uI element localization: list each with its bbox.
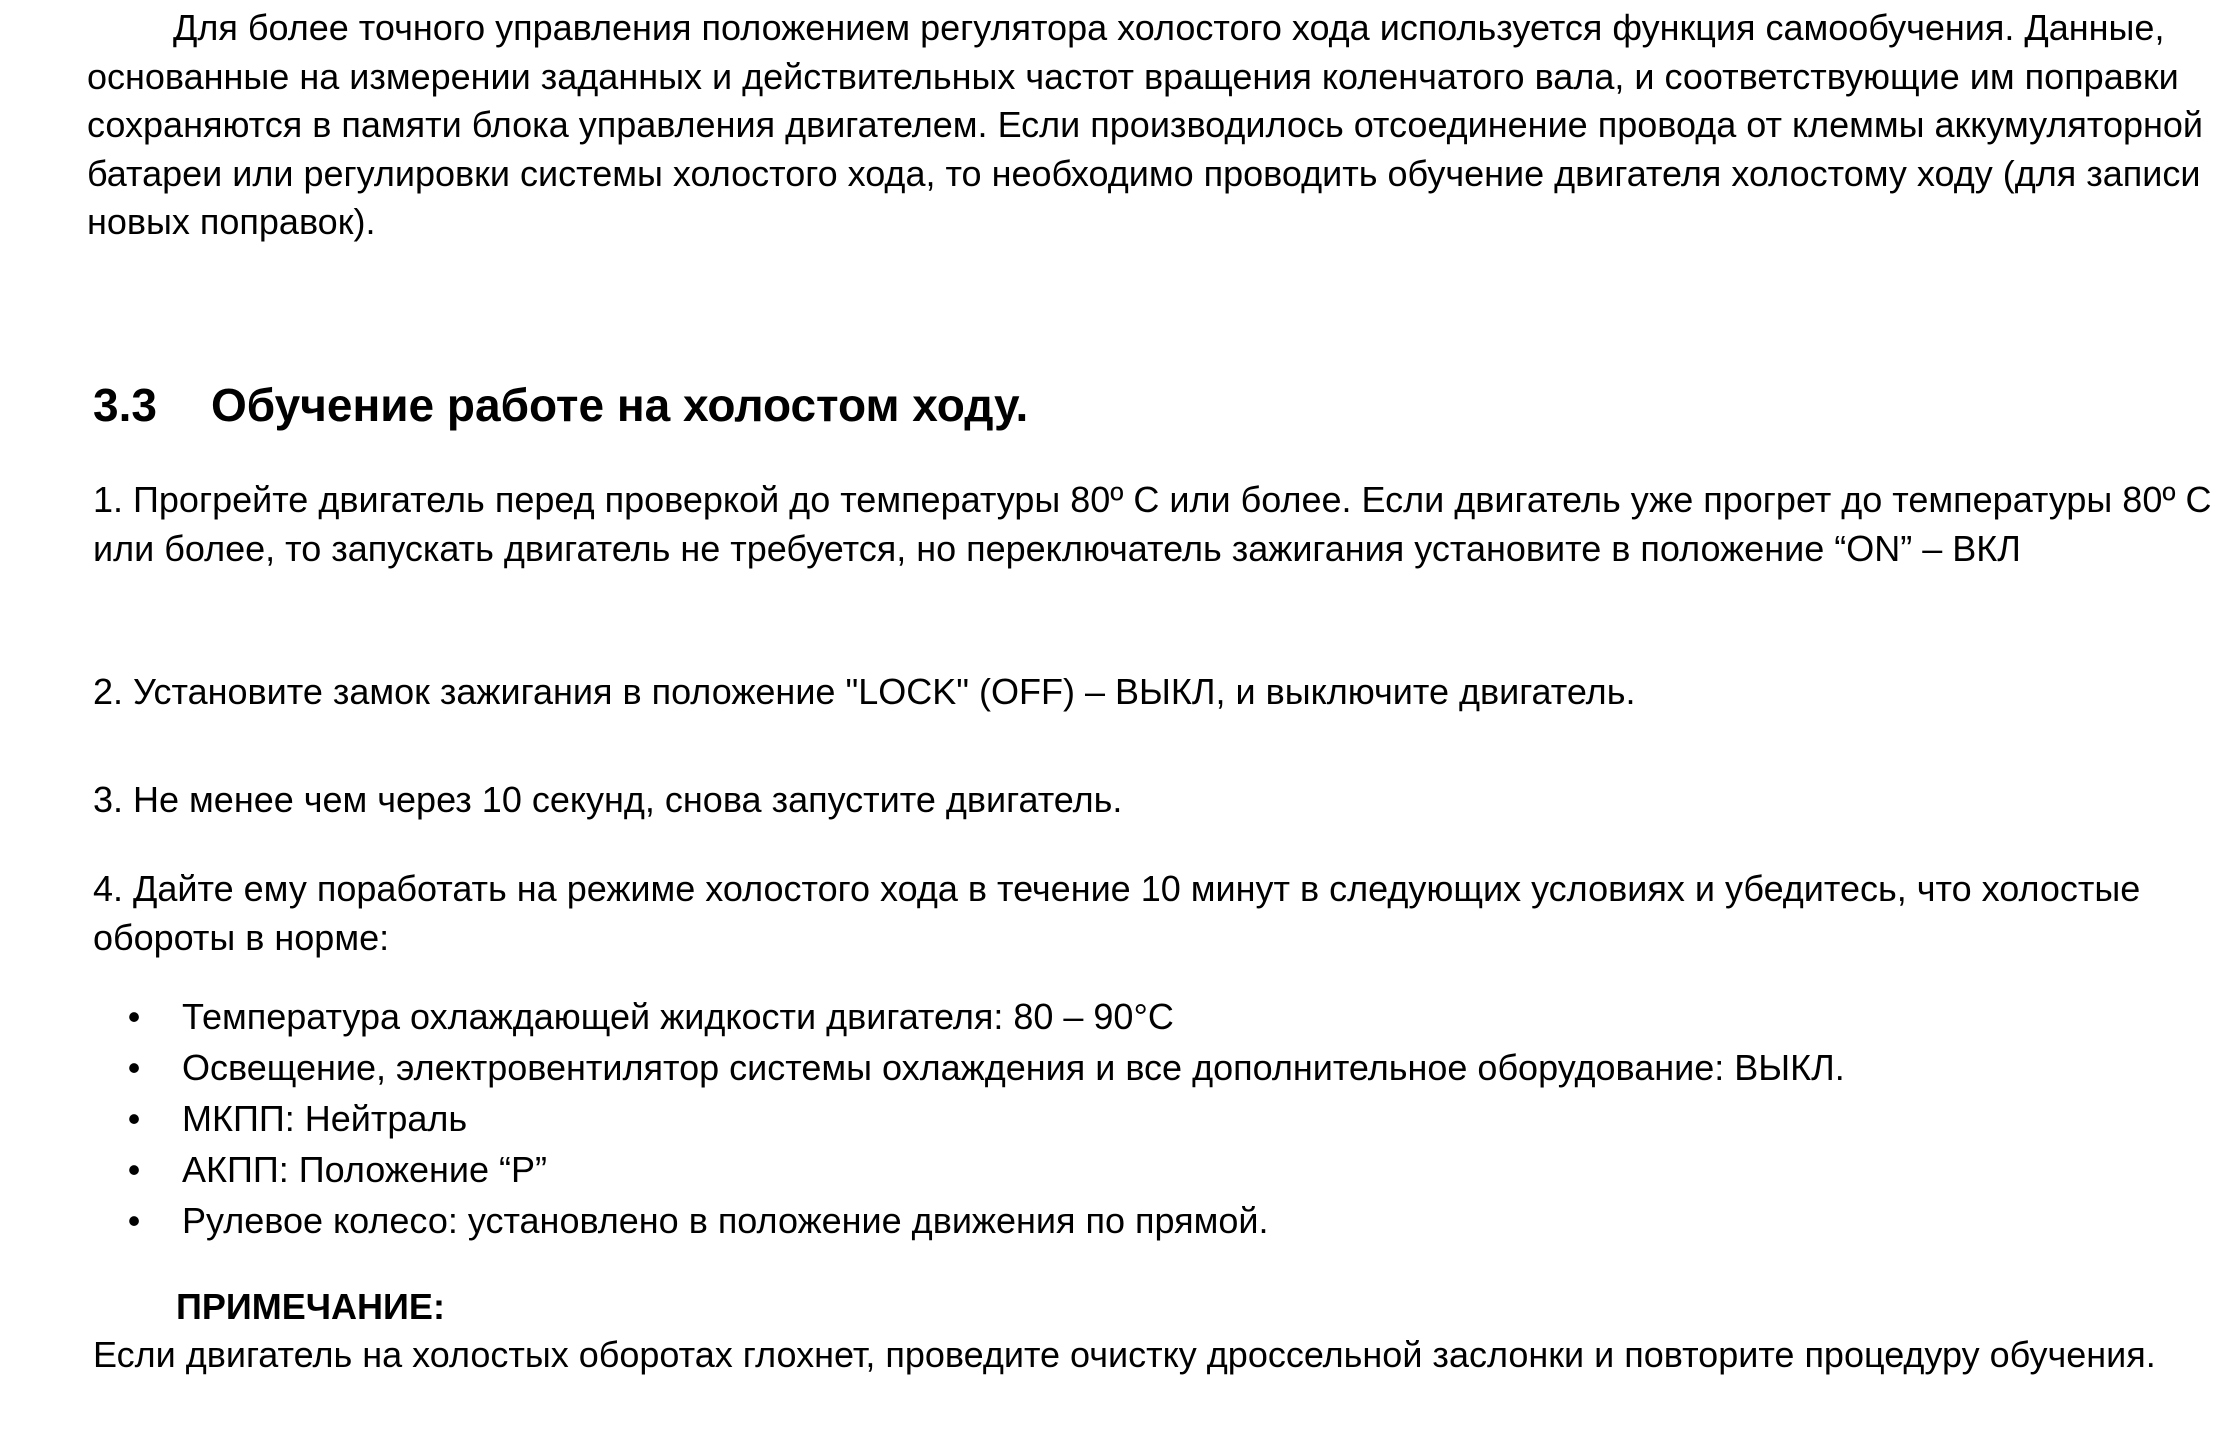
condition-accessories-off: Освещение, электровентилятор системы охлаждения и все дополнительное оборудование: ВЫКЛ.: [182, 1047, 1845, 1088]
step-4: 4. Дайте ему поработать на режиме холостого хода в течение 10 минут в следующих условиях и убедитесь, что холостые обороты в норме:: [93, 868, 2141, 958]
conditions-list: [120, 991, 2220, 1246]
section-number: 3.3: [93, 379, 157, 431]
list-item: [120, 1144, 2220, 1195]
condition-coolant-temp: Температура охлаждающей жидкости двигателя: 80 – 90°С: [182, 996, 1174, 1037]
step-2: 2. Установите замок зажигания в положение "LOCK" (OFF) – ВЫКЛ, и выключите двигатель.: [93, 671, 1636, 712]
bullet-icon: •: [127, 996, 141, 1037]
condition-steering-wheel: Рулевое колесо: установлено в положение движения по прямой.: [182, 1200, 1269, 1241]
list-item: [120, 1195, 2220, 1246]
bullet-icon: •: [127, 1047, 141, 1088]
bullet-icon: •: [127, 1149, 141, 1190]
note-text: Если двигатель на холостых оборотах глохнет, проведите очистку дроссельной заслонки и повторите процедуру обучения.: [93, 1334, 2156, 1375]
step-3: 3. Не менее чем через 10 секунд, снова запустите двигатель.: [93, 779, 1123, 820]
bullet-icon: •: [127, 1200, 141, 1241]
note-title: ПРИМЕЧАНИЕ:: [176, 1286, 445, 1327]
section-title: Обучение работе на холостом ходу.: [211, 379, 1029, 431]
list-item: [120, 1093, 2220, 1144]
step-1: 1. Прогрейте двигатель перед проверкой до температуры 80º С или более. Если двигатель уже прогрет до температуры 80º С или более, то запускать двигатель не требуется, но переключатель зажигания установите в положение “ON” – ВКЛ: [93, 479, 2212, 569]
list-item: [120, 1042, 2220, 1093]
bullet-icon: •: [127, 1098, 141, 1139]
condition-manual-transmission: МКПП: Нейтраль: [182, 1098, 468, 1139]
intro-paragraph: Для более точного управления положением регулятора холостого хода используется функция самообучения. Данные, основанные на измерении заданных и действительных частот вращения коленчатого вала, и соответствующие им поправки сохраняются в памяти блока управления двигателем. Если производилось отсоединение провода от клеммы аккумуляторной батареи или регулировки системы холостого хода, то необходимо проводить обучение двигателя холостому ходу (для записи новых поправок).: [87, 7, 2204, 242]
section-heading: [93, 375, 1028, 435]
condition-automatic-transmission: АКПП: Положение “Р”: [182, 1149, 547, 1190]
list-item: [120, 991, 2220, 1042]
